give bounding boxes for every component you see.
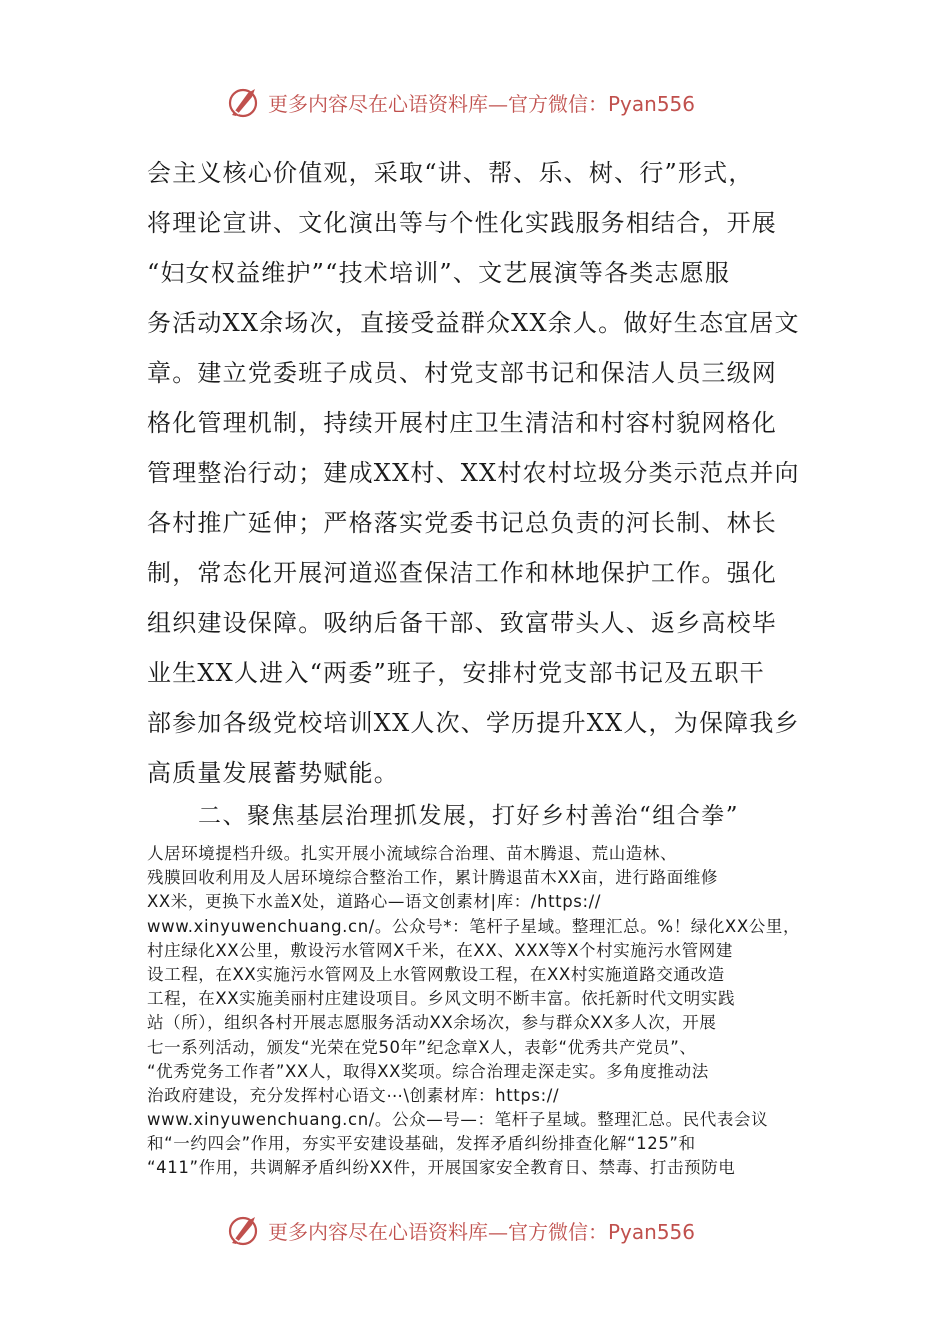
body-line: 部参加各级党校培训XX人次、学历提升XX人，为保障我乡 [147, 709, 800, 737]
pen-nib-logo-icon [226, 1212, 262, 1248]
small-text-line: 设工程，在XX实施污水管网及上水管网敷设工程，在XX村实施道路交通改造 [147, 964, 725, 984]
body-line: 务活动XX余场次，直接受益群众XX余人。做好生态宜居文 [147, 309, 800, 337]
body-line: 高质量发展蓄势赋能。 [147, 759, 399, 787]
body-line: 章。建立党委班子成员、村党支部书记和保洁人员三级网 [147, 359, 777, 387]
body-line: 各村推广延伸；严格落实党委书记总负责的河长制、林长 [147, 509, 777, 537]
body-line: 会主义核心价值观，采取“讲、帮、乐、树、行”形式， [147, 159, 754, 187]
body-line: 制，常态化开展河道巡查保洁工作和林地保护工作。强化 [147, 559, 777, 587]
small-text-line: 工程，在XX实施美丽村庄建设项目。乡风文明不断丰富。依托新时代文明实践 [147, 989, 736, 1009]
header-banner [226, 80, 746, 124]
body-line: 将理论宣讲、文化演出等与个性化实践服务相结合，开展 [147, 209, 777, 237]
small-text-line: “411”作用，共调解矛盾纠纷XX件，开展国家安全教育日、禁毒、打击预防电 [147, 1158, 736, 1178]
small-text-line: 村庄绿化XX公里，敷设污水管网X千米，在XX、XXX等X个村实施污水管网建 [147, 940, 733, 960]
small-text-line: 和“一约四会”作用，夯实平安建设基础，发挥矛盾纠纷排查化解“125”和 [147, 1134, 696, 1154]
wechat-id: Pyan556 [608, 1219, 696, 1244]
small-text-line: 人居环境提档升级。扎实开展小流域综合治理、苗木腾退、荒山造林、 [147, 844, 678, 863]
small-text-line: 治政府建设，充分发挥村心语文⋯\创素材库：https:// [147, 1085, 560, 1105]
section-heading: 二、聚焦基层治理抓发展，打好乡村善治“组合拳” [198, 803, 740, 829]
banner-text: 更多内容尽在心语资料库—官方微信：Pyan556 [268, 91, 696, 116]
footer-banner [226, 1208, 746, 1252]
small-text-line: 七一系列活动，颁发“光荣在党50年”纪念章X人，表彰“优秀共产党员”、 [147, 1037, 697, 1057]
document-body [147, 148, 827, 798]
small-text-line: XX米，更换下水盖X处，道路心—语文创素材|库：/https:// [147, 892, 601, 912]
body-line: “妇女权益维护”“技术培训”、文艺展演等各类志愿服 [147, 259, 731, 287]
banner-text: 更多内容尽在心语资料库—官方微信：Pyan556 [268, 1219, 696, 1244]
wechat-id: Pyan556 [608, 91, 696, 116]
body-line: 格化管理机制，持续开展村庄卫生清洁和村容村貌网格化 [147, 409, 777, 437]
pen-nib-logo-icon [226, 84, 262, 120]
body-line: 管理整治行动；建成XX村、XX村农村垃圾分类示范点并向 [147, 459, 800, 487]
small-text-line: “优秀党务工作者”XX人，取得XX奖项。综合治理走深走实。多角度推动法 [147, 1061, 709, 1081]
body-line: 业生XX人进入“两委”班子，安排村党支部书记及五职干 [147, 659, 765, 687]
small-text-line: 站（所），组织各村开展志愿服务活动XX余场次，参与群众XX多人次，开展 [147, 1013, 717, 1033]
small-text-line: 残膜回收利用及人居环境综合整治工作，累计腾退苗木XX亩，进行路面维修 [147, 868, 719, 888]
document-small-text [147, 842, 827, 1181]
small-text-line: www.xinyuwenchuang.cn/。公众号*：笔杆子星域。整理汇总。%！绿化XX公里， [147, 916, 801, 936]
small-text-line: www.xinyuwenchuang.cn/。公众—号—：笔杆子星域。整理汇总。民代表会议 [147, 1110, 769, 1130]
body-line: 组织建设保障。吸纳后备干部、致富带头人、返乡高校毕 [147, 609, 777, 637]
